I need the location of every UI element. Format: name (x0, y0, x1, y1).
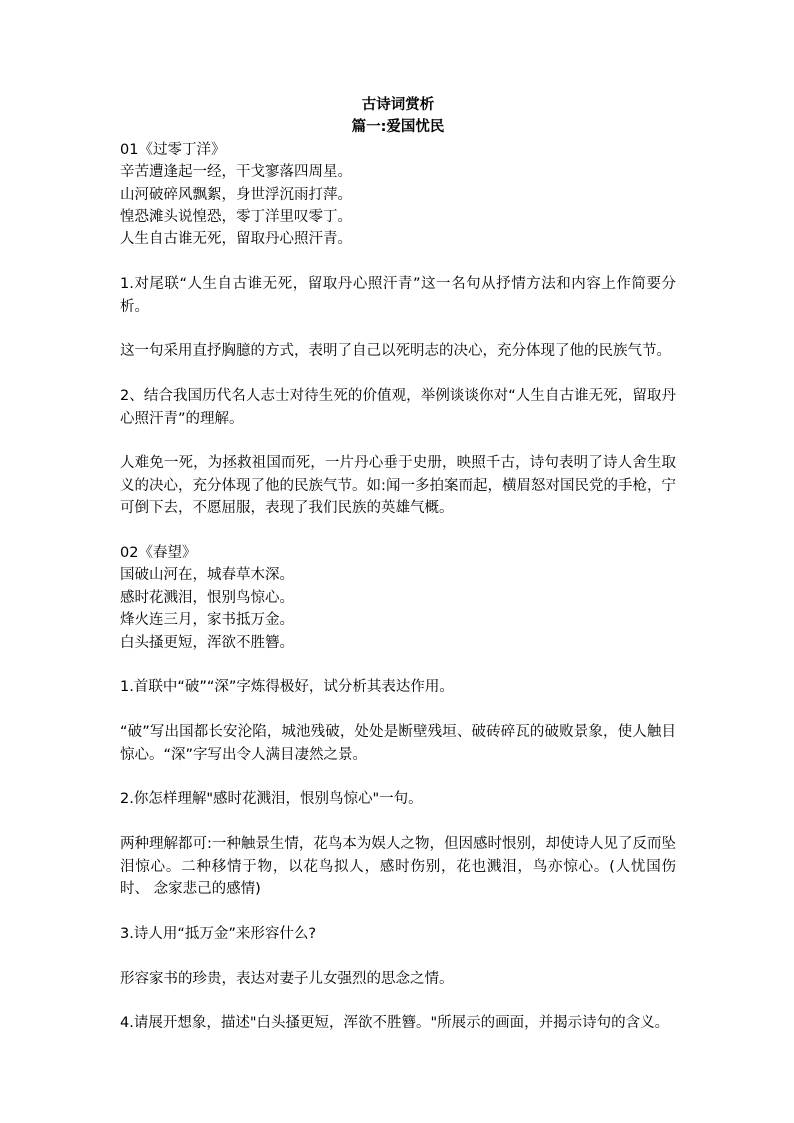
spacer (120, 990, 676, 1012)
document-title: 古诗词赏析 (361, 97, 435, 113)
poem-line: 人生自古谁无死，留取丹心照汗青。 (120, 231, 352, 248)
question: 2、结合我国历代名人志士对待生死的价值观，举例谈谈你对“人生自古谁无死，留取丹心照汗青”的理解。 (120, 388, 676, 427)
answer: 这一句采用直抒胸臆的方式，表明了自己以死明志的决心，充分体现了他的民族气节。 (120, 343, 671, 360)
spacer (120, 251, 676, 273)
poem-heading: 02《春望》 (120, 545, 197, 562)
spacer (120, 900, 676, 922)
question: 4.请展开想象，描述"白头搔更短，浑欲不胜簪。"所展示的画面，并揭示诗句的含义。 (120, 1015, 670, 1032)
spacer (120, 430, 676, 452)
spacer (120, 363, 676, 385)
spacer (120, 318, 676, 340)
poem-line: 感时花溅泪，恨别鸟惊心。 (120, 589, 294, 606)
document-page (120, 94, 676, 1035)
answer: 人难免一死，为拯救祖国而死，一片丹心垂于史册，映照千古，诗句表明了诗人舍生取义的决心，充分体现了他的民族气节。如:闻一多拍案而起，横眉怒对国民党的手枪，宁可倒下去，不愿屈服，表现了我们民族的英雄气概。 (120, 455, 676, 517)
poem-line: 国破山河在，城春草木深。 (120, 567, 294, 584)
poem-line: 惶恐滩头说惶恐，零丁洋里叹零丁。 (120, 209, 352, 226)
spacer (120, 811, 676, 833)
question: 1.首联中“破”“深”字炼得极好，试分析其表达作用。 (120, 679, 454, 696)
question: 2.你怎样理解"感时花溅泪，恨别鸟惊心"一句。 (120, 791, 423, 808)
spacer (120, 945, 676, 967)
answer: 两种理解都可:一种触景生情，花鸟本为娱人之物，但因感时恨别，却使诗人见了反而坠泪惊心。二种移情于物，以花鸟拟人，感时伤别，花也溅泪，鸟亦惊心。(人忧国伤时、 念家悲己的感情) (120, 836, 676, 898)
question: 1.对尾联“人生自古谁无死，留取丹心照汗青”这一名句从抒情方法和内容上作简要分析。 (120, 276, 676, 315)
poem-line: 辛苦遭逢起一经，干戈寥落四周星。 (120, 164, 352, 181)
section-title: 篇一:爱国忧民 (351, 119, 445, 136)
poem-line: 山河破碎风飘絮，身世浮沉雨打萍。 (120, 186, 352, 203)
spacer (120, 699, 676, 721)
answer: “破”写出国都长安沦陷，城池残破，处处是断壁残垣、破砖碎瓦的破败景象，使人触目惊心。“深”字写出令人满目凄然之景。 (120, 724, 676, 763)
poem-line: 烽火连三月，家书抵万金。 (120, 612, 294, 629)
poem-line: 白头搔更短，浑欲不胜簪。 (120, 634, 294, 651)
spacer (120, 766, 676, 788)
spacer (120, 654, 676, 676)
poem-heading: 01《过零丁洋》 (120, 141, 226, 158)
spacer (120, 520, 676, 542)
question: 3.诗人用“抵万金”来形容什么? (120, 925, 317, 942)
answer: 形容家书的珍贵，表达对妻子儿女强烈的思念之情。 (120, 970, 454, 987)
